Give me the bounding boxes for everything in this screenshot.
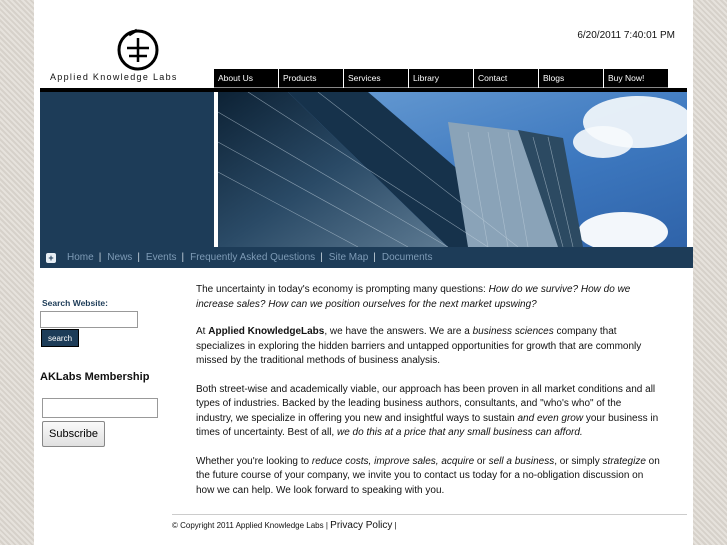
main-nav [214,69,668,88]
copyright-text: © Copyright 2011 Applied Knowledge Labs [172,521,324,530]
page [34,0,693,545]
subnav-separator: | [181,252,185,263]
about-paragraph: At Applied KnowledgeLabs, we have the answers. We are a business sciences company that specializes in exploring the hidden barriers and untapped opportunities for growth that are commonly missed by the traditional methods of business analysis. [196,326,642,366]
nav-about-us[interactable]: About Us [214,69,278,88]
search-input[interactable] [40,311,138,328]
nav-products[interactable]: Products [279,69,343,88]
subnav-events[interactable]: Events [145,252,177,263]
subnav-home[interactable]: Home [67,252,94,263]
footer-separator: | [392,521,397,530]
sub-nav [40,247,693,268]
banner-divider [214,92,218,247]
logo-text: Applied Knowledge Labs [50,72,178,82]
approach-paragraph: Both street-wise and academically viable, our approach has been proven in all market conditions and all types of industries. Backed by the leading business authors, consultants, and "who's who" of the industry, we specialize in offering you new and insightful ways to sustain and even grow your business in times of uncertainty. Best of all, we do this at a price that any small business can afford. [196,383,659,438]
intro-paragraph: The uncertainty in today's economy is prompting many questions: How do we survive? How do we increase sales? How can we position ourselves for the next market upswing? [196,284,631,310]
subnav-news[interactable]: News [107,252,133,263]
nav-buy-now[interactable]: Buy Now! [604,69,668,88]
subnav-separator: | [98,252,102,263]
nav-library[interactable]: Library [409,69,473,88]
logo[interactable] [48,26,218,86]
contact-paragraph: Whether you're looking to reduce costs, improve sales, acquire or sell a business, or simply strategize on the future course of your company, we invite you to contact us today for a no-obligation discussion on how we can help. We look forward to speaking with you. [196,455,660,496]
subnav-site-map[interactable]: Site Map [328,252,369,263]
privacy-policy-link[interactable]: Privacy Policy [330,520,393,531]
banner [40,92,687,247]
datetime: 6/20/2011 7:40:01 PM [577,30,675,41]
search-label: Search Website: [42,298,108,308]
footer-rule [172,514,687,515]
banner-skyscraper-image [218,92,687,247]
membership-title: AKLabs Membership [40,371,150,383]
subnav-documents[interactable]: Documents [381,252,433,263]
search-button[interactable]: search [41,329,79,347]
nav-contact[interactable]: Contact [474,69,538,88]
nav-blogs[interactable]: Blogs [539,69,603,88]
subscribe-button[interactable]: Subscribe [42,421,105,447]
membership-email-field[interactable] [42,398,158,418]
logo-mark-icon [115,26,161,72]
subnav-separator: | [137,252,140,263]
footer-separator: | [323,521,331,530]
plus-icon[interactable]: + [46,253,56,263]
footer [172,520,397,531]
subnav-faq[interactable]: Frequently Asked Questions [190,252,316,263]
subnav-separator: | [373,252,376,263]
main-content [196,283,660,512]
subnav-separator: | [320,252,323,263]
nav-services[interactable]: Services [344,69,408,88]
